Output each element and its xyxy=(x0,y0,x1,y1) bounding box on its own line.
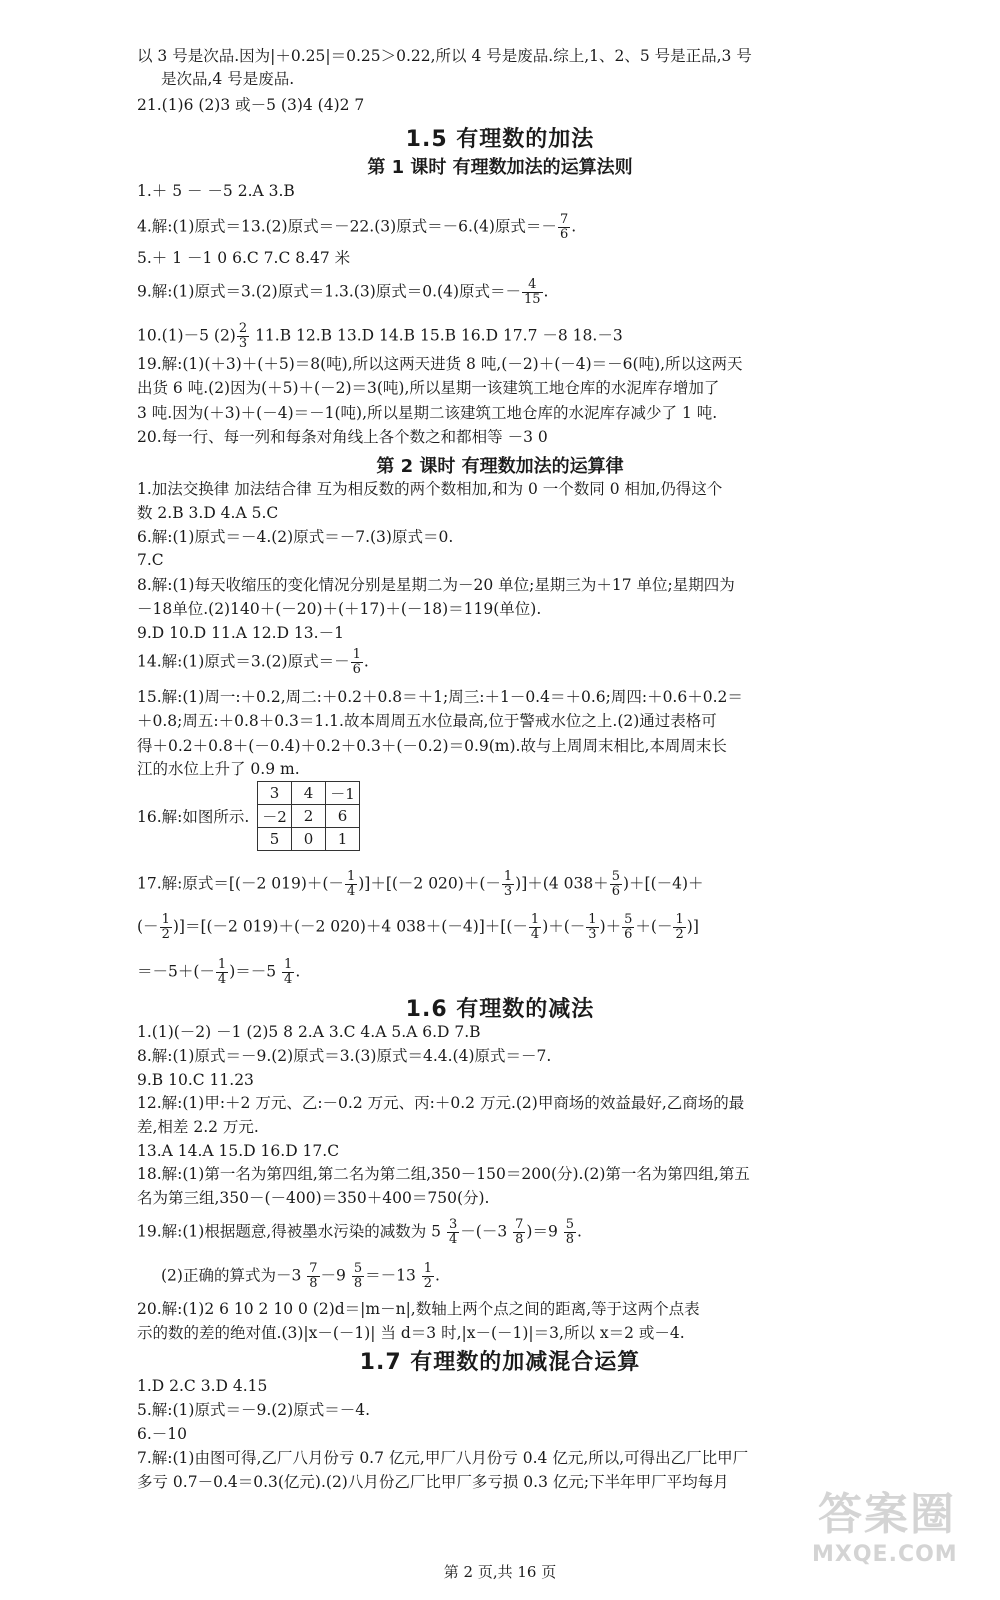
answer-b9: 9.D 10.D 11.A 12.D 13.－1 xyxy=(137,624,344,642)
answer-b1: 1.加法交换律 加法结合律 互为相反数的两个数相加,和为 0 一个数同 0 相加,仍得这个 xyxy=(137,480,723,498)
answer-b7: 7.C xyxy=(137,551,164,569)
section-title-1-5: 1.5 有理数的加法 xyxy=(405,127,595,152)
answer-b15: 15.解:(1)周一:＋0.2,周二:＋0.2＋0.8＝＋1;周三:＋1－0.4＝＋0.6;周四:＋0.6＋0.2＝ xyxy=(137,688,743,706)
section-title-1-6: 1.6 有理数的减法 xyxy=(405,997,595,1022)
answer-1: 1.＋ 5 － －5 2.A 3.B xyxy=(137,182,295,200)
lesson-title-2: 第 2 课时 有理数加法的运算律 xyxy=(376,456,624,477)
answer-c18: 18.解:(1)第一名为第四组,第二名为第二组,350－150＝200(分).(2)第一名为第四组,第五 xyxy=(137,1165,750,1183)
text-line: 名为第三组,350－(－400)＝350＋400＝750(分). xyxy=(137,1189,490,1207)
fraction: $\frac{1}{3}$ xyxy=(503,869,513,899)
answer-20: 20.每一行、每一列和每条对角线上各个数之和都相等 －3 0 xyxy=(137,428,548,446)
table-cell: 4 xyxy=(292,782,326,805)
answer-19: 19.解:(1)(＋3)＋(＋5)＝8(吨),所以这两天进货 8 吨,(－2)＋(－4)＝－6(吨),所以这两天 xyxy=(137,355,743,373)
table-row xyxy=(258,805,360,828)
answer-d6: 6.－10 xyxy=(137,1425,188,1443)
fraction: $\frac{7}{8}$ xyxy=(515,1217,524,1247)
table-cell: 3 xyxy=(258,782,292,805)
fraction: $\frac{3}{4}$ xyxy=(448,1217,458,1247)
fraction: $\frac{1}{4}$ xyxy=(284,957,293,987)
answer-c19: 19.解:(1)根据题意,得被墨水污染的减数为 5 $\frac{3}{4}$ －(－3 $\frac{7}{8}$ )＝9 $\frac{5}{8}$ . xyxy=(137,1217,582,1247)
fraction: $\frac{1}{2}$ xyxy=(161,912,170,942)
table-cell: 5 xyxy=(258,828,292,851)
answer-c8: 8.解:(1)原式＝－9.(2)原式＝3.(3)原式＝4.4.(4)原式＝－7. xyxy=(137,1047,552,1065)
text-line: ＝－5＋(－ $\frac{1}{4}$ )＝－5 $\frac{1}{4}$ . xyxy=(137,957,301,987)
answer-9: 9.解:(1)原式＝3.(2)原式＝1.3.(3)原式＝0.(4)原式＝－ $\frac{4}{15}$ . xyxy=(137,277,549,307)
table-row xyxy=(258,782,360,805)
watermark-url: MXQE.COM xyxy=(812,1542,958,1567)
text-line: 得＋0.2＋0.8＋(－0.4)＋0.2＋0.3＋(－0.2)＝0.9(m).故与上周周末相比,本周周末长 xyxy=(137,737,727,755)
answer-b8: 8.解:(1)每天收缩压的变化情况分别是星期二为－20 单位;星期三为＋17 单位;星期四为 xyxy=(137,576,735,594)
fraction: $\frac{1}{2}$ xyxy=(675,912,684,942)
text-line: 3 吨.因为(＋3)＋(－4)＝－1(吨),所以星期二该建筑工地仓库的水泥库存减少了 1 吨. xyxy=(137,404,718,422)
text-line: 是次品,4 号是废品. xyxy=(161,70,295,88)
fraction: $\frac{5}{8}$ xyxy=(353,1261,363,1291)
answer-c1: 1.(1)(－2) －1 (2)5 8 2.A 3.C 4.A 5.A 6.D 7.B xyxy=(137,1023,481,1041)
table-cell: 6 xyxy=(326,805,360,828)
answer-21: 21.(1)6 (2)3 或－5 (3)4 (4)2 7 xyxy=(137,96,365,114)
fraction: $\frac{5}{8}$ xyxy=(565,1217,575,1247)
answer-c13: 13.A 14.A 15.D 16.D 17.C xyxy=(137,1142,340,1160)
fraction: $\frac{2}{3}$ xyxy=(238,321,248,351)
lesson-title-1: 第 1 课时 有理数加法的运算法则 xyxy=(367,157,633,178)
fraction: $\frac{1}{4}$ xyxy=(217,957,227,987)
fraction: $\frac{1}{2}$ xyxy=(423,1261,433,1291)
answer-c12: 12.解:(1)甲:＋2 万元、乙:－0.2 万元、丙:＋0.2 万元.(2)甲商场的效益最好,乙商场的最 xyxy=(137,1094,745,1112)
answer-5: 5.＋ 1 －1 0 6.C 7.C 8.47 米 xyxy=(137,249,351,267)
fraction: $\frac{5}{6}$ xyxy=(624,912,633,942)
text-line: －18单位.(2)140＋(－20)＋(＋17)＋(－18)＝119(单位). xyxy=(137,600,542,618)
fraction: $\frac{1}{4}$ xyxy=(530,912,540,942)
answer-10: 10.(1)－5 (2) $\frac{2}{3}$ 11.B 12.B 13.D 14.B 15.B 16.D 17.7 －8 18.－3 xyxy=(137,321,623,351)
watermark-text: 答案圈 xyxy=(818,1489,956,1540)
answer-b17: 17.解:原式＝[(－2 019)＋(－ $\frac{1}{4}$ )]＋[(－2 020)＋(－ $\frac{1}{3}$ )]＋(4 038＋ $\frac{5}{6}$ )＋[(－4)＋ xyxy=(137,869,704,899)
fraction: $\frac{7}{8}$ xyxy=(309,1261,318,1291)
fraction: $\frac{1}{3}$ xyxy=(588,912,597,942)
watermark-logo xyxy=(798,1478,978,1588)
answer-b16: 16.解:如图所示. xyxy=(137,808,250,826)
fraction: $\frac{1}{6}$ xyxy=(352,647,361,677)
answer-b6: 6.解:(1)原式＝－4.(2)原式＝－7.(3)原式＝0. xyxy=(137,528,454,546)
text-line: 以 3 号是次品.因为|＋0.25|＝0.25＞0.22,所以 4 号是废品.综上,1、2、5 号是正品,3 号 xyxy=(137,47,752,65)
answer-d5: 5.解:(1)原式＝－9.(2)原式＝－4. xyxy=(137,1401,371,1419)
answer-4: 4.解:(1)原式＝13.(2)原式＝－22.(3)原式＝－6.(4)原式＝－ $\frac{7}{6}$ . xyxy=(137,212,577,242)
text-line: 数 2.B 3.D 4.A 5.C xyxy=(137,504,279,522)
text-line: (2)正确的算式为－3 $\frac{7}{8}$ －9 $\frac{5}{8}$ ＝－13 $\frac{1}{2}$ . xyxy=(161,1261,440,1291)
fraction: $\frac{7}{6}$ xyxy=(559,212,569,242)
fraction: $\frac{5}{6}$ xyxy=(611,869,620,899)
answer-b14: 14.解:(1)原式＝3.(2)原式＝－ $\frac{1}{6}$ . xyxy=(137,647,369,677)
text-line: ＋0.8;周五:＋0.8＋0.3＝1.1.故本周周五水位最高,位于警戒水位之上.(2)通过表格可 xyxy=(137,712,717,730)
table-cell: －2 xyxy=(258,805,292,828)
text-line: 差,相差 2.2 万元. xyxy=(137,1118,259,1136)
text-line: 江的水位上升了 0.9 m. xyxy=(137,760,300,778)
table-cell: 2 xyxy=(292,805,326,828)
answer-c20: 20.解:(1)2 6 10 2 10 0 (2)d＝|m－n|,数轴上两个点之间的距离,等于这两个点表 xyxy=(137,1300,700,1318)
text-line: 出货 6 吨.(2)因为(＋5)＋(－2)＝3(吨),所以星期一该建筑工地仓库的水泥库存增加了 xyxy=(137,379,720,397)
section-title-1-7: 1.7 有理数的加减混合运算 xyxy=(359,1350,641,1375)
fraction: $\frac{4}{15}$ xyxy=(524,277,541,307)
table-row xyxy=(258,828,360,851)
answer-d7: 7.解:(1)由图可得,乙厂八月份亏 0.7 亿元,甲厂八月份亏 0.4 亿元,所以,可得出乙厂比甲厂 xyxy=(137,1449,749,1467)
fraction: $\frac{1}{4}$ xyxy=(346,869,356,899)
magic-square-table xyxy=(257,781,360,851)
table-cell: 1 xyxy=(326,828,360,851)
table-cell: 0 xyxy=(292,828,326,851)
text-line: 示的数的差的绝对值.(3)|x－(－1)| 当 d＝3 时,|x－(－1)|＝3,所以 x＝2 或－4. xyxy=(137,1324,685,1342)
text-line: (－ $\frac{1}{2}$ )]＝[(－2 019)＋(－2 020)＋4 038＋(－4)]＋[(－ $\frac{1}{4}$ )＋(－ $\frac{1}{3}$ )＋ $\frac{5}{6}$ ＋(－ $\frac{1}{2}$ )] xyxy=(137,912,699,942)
answer-d1: 1.D 2.C 3.D 4.15 xyxy=(137,1377,268,1395)
answer-c9: 9.B 10.C 11.23 xyxy=(137,1071,254,1089)
page-footer: 第 2 页,共 16 页 xyxy=(443,1563,557,1581)
text-line: 多亏 0.7－0.4＝0.3(亿元).(2)八月份乙厂比甲厂多亏损 0.3 亿元;下半年甲厂平均每月 xyxy=(137,1473,729,1491)
table-cell: －1 xyxy=(326,782,360,805)
